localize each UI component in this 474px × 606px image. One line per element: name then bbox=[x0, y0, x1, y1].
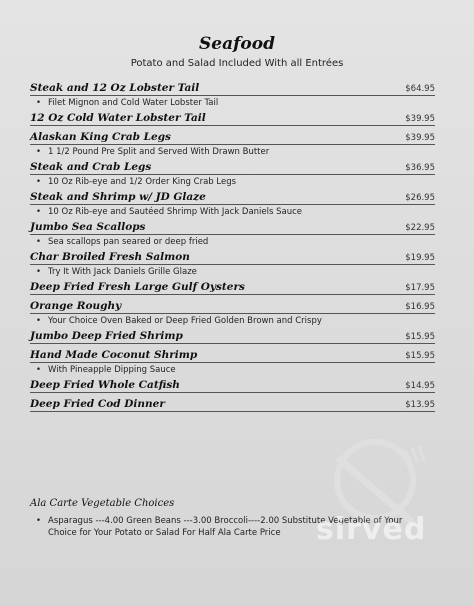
menu-title: Seafood bbox=[199, 34, 275, 54]
menu-item-description-text: 10 Oz Rib-eye and 1/2 Order King Crab Legs bbox=[48, 177, 237, 187]
menu-item-description-text: Filet Mignon and Cold Water Lobster Tail bbox=[48, 98, 219, 108]
menu-item-description bbox=[30, 145, 435, 159]
menu-item-name: Steak and Crab Legs bbox=[30, 161, 152, 173]
menu-item-name: Jumbo Deep Fried Shrimp bbox=[30, 330, 183, 342]
menu-item bbox=[30, 377, 435, 393]
menu-item bbox=[30, 110, 435, 126]
vegetable-title: Ala Carte Vegetable Choices bbox=[30, 498, 175, 509]
menu-item-price: $15.95 bbox=[405, 332, 435, 342]
menu-item-name: Orange Roughy bbox=[30, 300, 122, 312]
bullet-icon: • bbox=[36, 267, 42, 277]
menu-item-price: $15.95 bbox=[405, 351, 435, 361]
menu-item-price: $39.95 bbox=[405, 133, 435, 143]
menu-item-description-text: With Pineapple Dipping Sauce bbox=[48, 365, 176, 375]
menu-item bbox=[30, 328, 435, 344]
menu-item-name: Deep Fried Cod Dinner bbox=[30, 398, 165, 410]
menu-item-description bbox=[30, 96, 435, 110]
menu-item bbox=[30, 347, 435, 363]
menu-items bbox=[30, 80, 435, 415]
menu-item-price: $16.95 bbox=[405, 302, 435, 312]
menu-item-name: Alaskan King Crab Legs bbox=[30, 131, 171, 143]
bullet-icon: • bbox=[36, 316, 42, 326]
menu-item bbox=[30, 279, 435, 295]
menu-item bbox=[30, 219, 435, 235]
menu-item-price: $39.95 bbox=[405, 114, 435, 124]
menu-item-name: Char Broiled Fresh Salmon bbox=[30, 251, 190, 263]
menu-subtitle: Potato and Salad Included With all Entrées bbox=[130, 58, 344, 69]
menu-item-description bbox=[30, 363, 435, 377]
bullet-icon: • bbox=[36, 177, 42, 187]
menu-item bbox=[30, 249, 435, 265]
menu-item bbox=[30, 298, 435, 314]
menu-item bbox=[30, 80, 435, 96]
menu-item-description-text: Your Choice Oven Baked or Deep Fried Golden Brown and Crispy bbox=[48, 316, 322, 326]
bullet-icon: • bbox=[36, 365, 42, 375]
bullet-icon: • bbox=[36, 516, 42, 526]
menu-item-description bbox=[30, 175, 435, 189]
menu-item bbox=[30, 159, 435, 175]
menu-item-price: $13.95 bbox=[405, 400, 435, 410]
menu-item-price: $36.95 bbox=[405, 163, 435, 173]
menu-item-name: Deep Fried Fresh Large Gulf Oysters bbox=[30, 281, 245, 293]
menu-item-description-text: 1 1/2 Pound Pre Split and Served With Drawn Butter bbox=[48, 147, 270, 157]
bullet-icon: • bbox=[36, 147, 42, 157]
menu-item-name: Steak and 12 Oz Lobster Tail bbox=[30, 82, 200, 94]
bullet-icon: • bbox=[36, 207, 42, 217]
bullet-icon: • bbox=[36, 237, 42, 247]
menu-item-name: Steak and Shrimp w/ JD Glaze bbox=[30, 191, 206, 203]
menu-item-description bbox=[30, 314, 435, 328]
bullet-icon: • bbox=[36, 98, 42, 108]
menu-item-price: $19.95 bbox=[405, 253, 435, 263]
menu-item-description-text: 10 Oz Rib-eye and Sautéed Shrimp With Jack Daniels Sauce bbox=[48, 207, 303, 217]
menu-item-price: $14.95 bbox=[405, 381, 435, 391]
vegetable-line-2: Choice for Your Potato or Salad For Half Ala Carte Price bbox=[48, 528, 281, 538]
menu-item-name: Hand Made Coconut Shrimp bbox=[30, 349, 198, 361]
menu-item-price: $22.95 bbox=[405, 223, 435, 233]
menu-item bbox=[30, 129, 435, 145]
menu-item-name: Jumbo Sea Scallops bbox=[30, 221, 146, 233]
menu-item-price: $26.95 bbox=[405, 193, 435, 203]
vegetable-line-1: Asparagus ---4.00 Green Beans ---3.00 Broccoli----2.00 Substitute Vegetable of Your bbox=[48, 516, 403, 526]
menu-item-name: 12 Oz Cold Water Lobster Tail bbox=[30, 112, 206, 124]
menu-item-description-text: Try It With Jack Daniels Grille Glaze bbox=[48, 267, 197, 277]
menu-item bbox=[30, 396, 435, 412]
fork-spoon-icon bbox=[300, 420, 450, 570]
watermark-logo: sirved bbox=[316, 512, 427, 547]
menu-item-description-text: Sea scallops pan seared or deep fried bbox=[48, 237, 209, 247]
menu-item-price: $17.95 bbox=[405, 283, 435, 293]
menu-item-price: $64.95 bbox=[405, 84, 435, 94]
menu-item bbox=[30, 189, 435, 205]
menu-item-name: Deep Fried Whole Catfish bbox=[30, 379, 180, 391]
menu-item-description bbox=[30, 265, 435, 279]
menu-item-description bbox=[30, 235, 435, 249]
menu-item-description bbox=[30, 205, 435, 219]
